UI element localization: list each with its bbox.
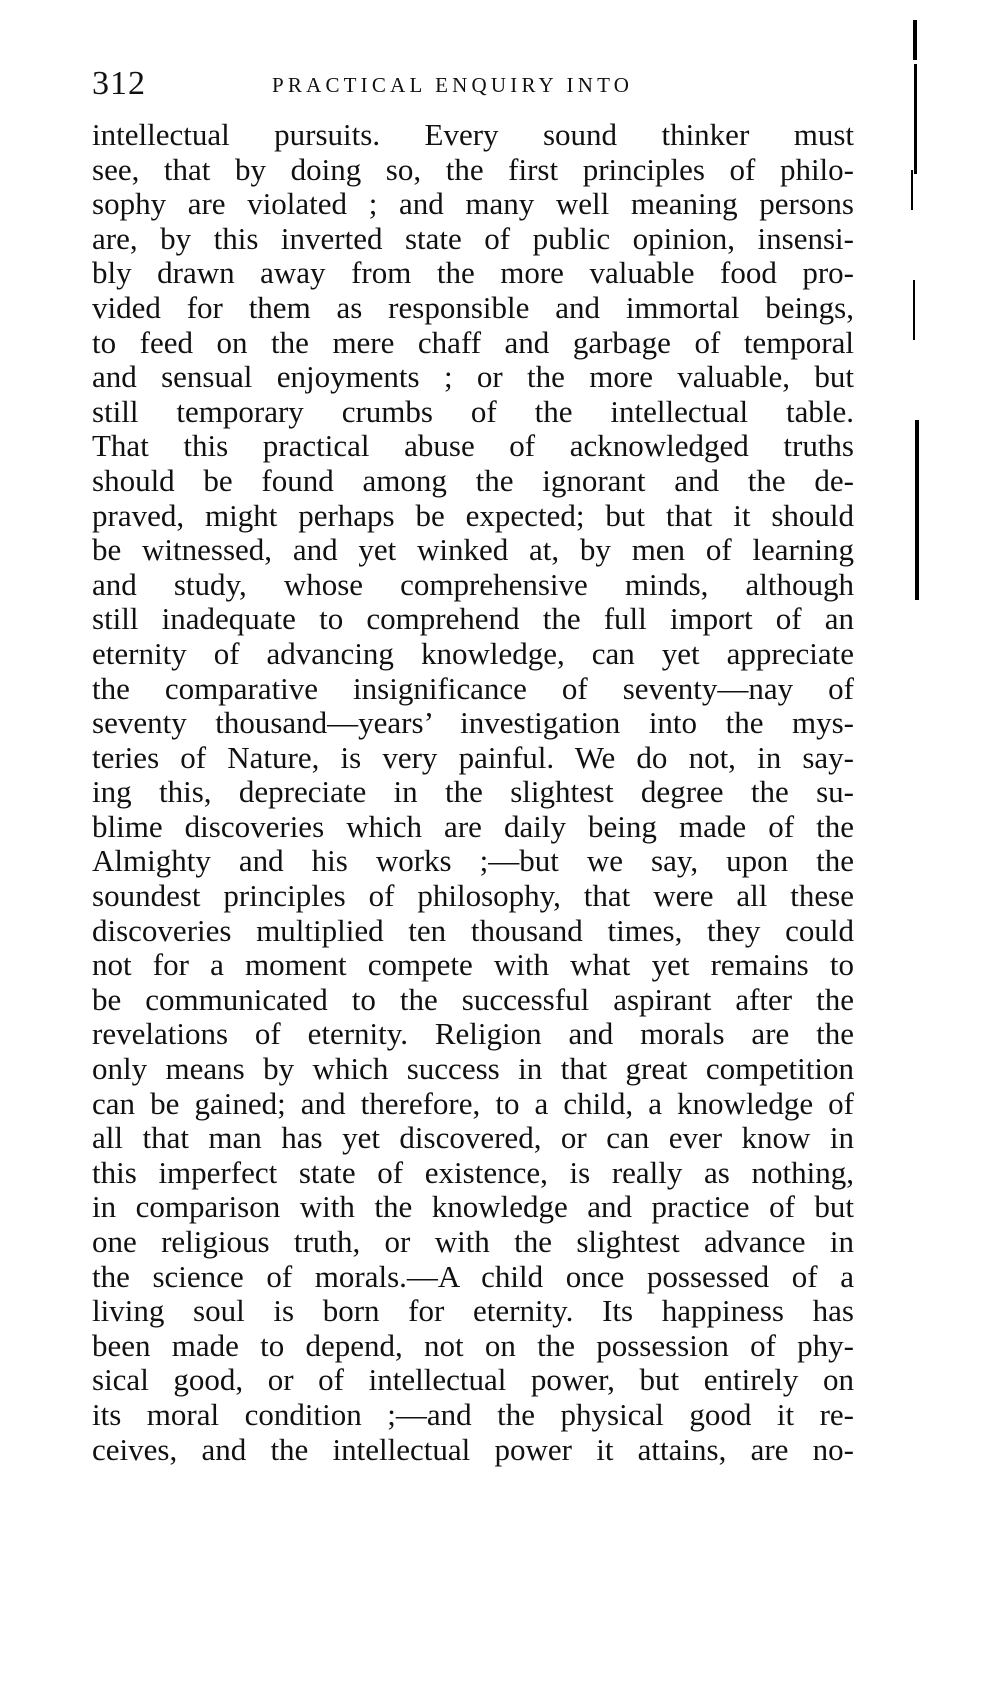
text-line: still temporary crumbs of the intellectual table.: [92, 393, 854, 429]
text-line: the comparative insignificance of seventy—nay of: [92, 670, 854, 706]
scan-edge-mark: [911, 170, 913, 210]
page-number: 312: [92, 65, 146, 102]
text-line: all that man has yet discovered, or can ever know in: [92, 1120, 854, 1156]
text-line: eternity of advancing knowledge, can yet appreciate: [92, 635, 854, 671]
text-line: this imperfect state of existence, is really as nothing,: [92, 1154, 854, 1190]
text-line: and sensual enjoyments ; or the more valuable, but: [92, 359, 854, 395]
text-line: teries of Nature, is very painful. We do not, in say-: [92, 739, 854, 775]
text-line: ceives, and the intellectual power it attains, are no-: [92, 1431, 854, 1467]
text-line: are, by this inverted state of public opinion, insensi-: [92, 220, 854, 256]
text-line: blime discoveries which are daily being made of the: [92, 808, 854, 844]
text-line: praved, might perhaps be expected; but that it should: [92, 497, 854, 533]
body-text: [92, 118, 854, 1467]
page-header: [92, 64, 922, 104]
text-line: see, that by doing so, the first principles of philo-: [92, 151, 854, 187]
text-line: to feed on the mere chaff and garbage of temporal: [92, 324, 854, 360]
text-line: its moral condition ;—and the physical good it re-: [92, 1396, 854, 1432]
text-line: should be found among the ignorant and the de-: [92, 462, 854, 498]
text-line: ing this, depreciate in the slightest degree the su-: [92, 774, 854, 810]
text-line: been made to depend, not on the possession of phy-: [92, 1327, 854, 1363]
scan-edge-mark: [913, 280, 915, 340]
text-line: sophy are violated ; and many well meaning persons: [92, 186, 854, 222]
text-line: be witnessed, and yet winked at, by men of learning: [92, 532, 854, 568]
text-line: one religious truth, or with the slightest advance in: [92, 1224, 854, 1259]
text-line: the science of morals.—A child once possessed of a: [92, 1258, 854, 1294]
text-line: in comparison with the knowledge and practice of but: [92, 1189, 854, 1225]
text-line: vided for them as responsible and immortal beings,: [92, 289, 854, 325]
text-line: living soul is born for eternity. Its happiness has: [92, 1293, 854, 1329]
text-line: bly drawn away from the more valuable food pro-: [92, 255, 854, 291]
running-head: PRACTICAL ENQUIRY INTO: [272, 73, 634, 97]
text-line: sical good, or of intellectual power, but entirely on: [92, 1362, 854, 1398]
text-line: Almighty and his works ;—but we say, upon the: [92, 843, 854, 879]
text-line: not for a moment compete with what yet remains to: [92, 947, 854, 983]
text-line: be communicated to the successful aspirant after the: [92, 981, 854, 1017]
scan-edge-mark: [915, 420, 919, 600]
text-line: soundest principles of philosophy, that were all these: [92, 878, 854, 914]
text-line: still inadequate to comprehend the full import of an: [92, 601, 854, 637]
text-line: discoveries multiplied ten thousand times, they could: [92, 912, 854, 948]
text-line: That this practical abuse of acknowledged truths: [92, 428, 854, 464]
scan-edge-mark: [913, 20, 917, 60]
text-line: seventy thousand—years’ investigation into the mys-: [92, 705, 854, 741]
text-line: and study, whose comprehensive minds, although: [92, 566, 854, 602]
text-line: can be gained; and therefore, to a child, a knowledge of: [92, 1085, 854, 1121]
scan-edge-mark: [914, 64, 917, 174]
text-line: intellectual pursuits. Every sound thinker must: [92, 117, 854, 152]
text-line: revelations of eternity. Religion and morals are the: [92, 1016, 854, 1052]
text-line: only means by which success in that great competition: [92, 1051, 854, 1087]
